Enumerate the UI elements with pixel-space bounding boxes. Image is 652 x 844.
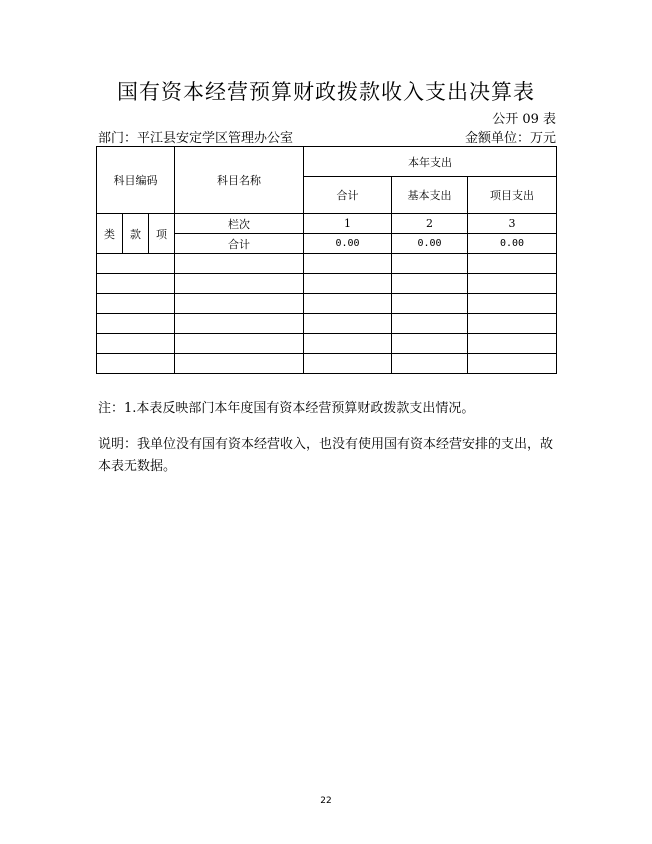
department-label: 部门：平江县安定学区管理办公室 [98,131,294,146]
table-row [97,354,557,374]
total-row-label: 合计 [175,234,304,254]
header-total: 合计 [304,177,392,214]
header-project-expense: 项目支出 [468,177,557,214]
report-table [96,146,557,374]
header-current-year-expense: 本年支出 [304,147,557,177]
page-number: 22 [320,796,332,806]
explanation-text: 说明：我单位没有国有资本经营收入，也没有使用国有资本经营安排的支出，故本表无数据。 [98,437,554,474]
page-title: 国有资本经营预算财政拨款收入支出决算表 [117,80,535,104]
column-index-2: 2 [392,214,468,234]
form-number: 公开 09 表 [492,112,556,127]
table-row [97,274,557,294]
table-row [97,294,557,314]
header-subject-name: 科目名称 [175,147,304,214]
total-value-basic: 0.00 [392,234,468,254]
header-section: 款 [123,214,149,254]
header-basic-expense: 基本支出 [392,177,468,214]
amount-unit-label: 金额单位：万元 [464,131,556,146]
table-row [97,314,557,334]
table-row [97,254,557,274]
total-value-sum: 0.00 [304,234,392,254]
header-item: 项 [149,214,175,254]
header-subject-code: 科目编码 [97,147,175,214]
column-index-1: 1 [304,214,392,234]
table-row [97,334,557,354]
column-index-label: 栏次 [175,214,304,234]
table-note: 注：1.本表反映部门本年度国有资本经营预算财政拨款支出情况。 [98,401,475,416]
column-index-3: 3 [468,214,557,234]
header-class: 类 [97,214,123,254]
total-value-project: 0.00 [468,234,557,254]
